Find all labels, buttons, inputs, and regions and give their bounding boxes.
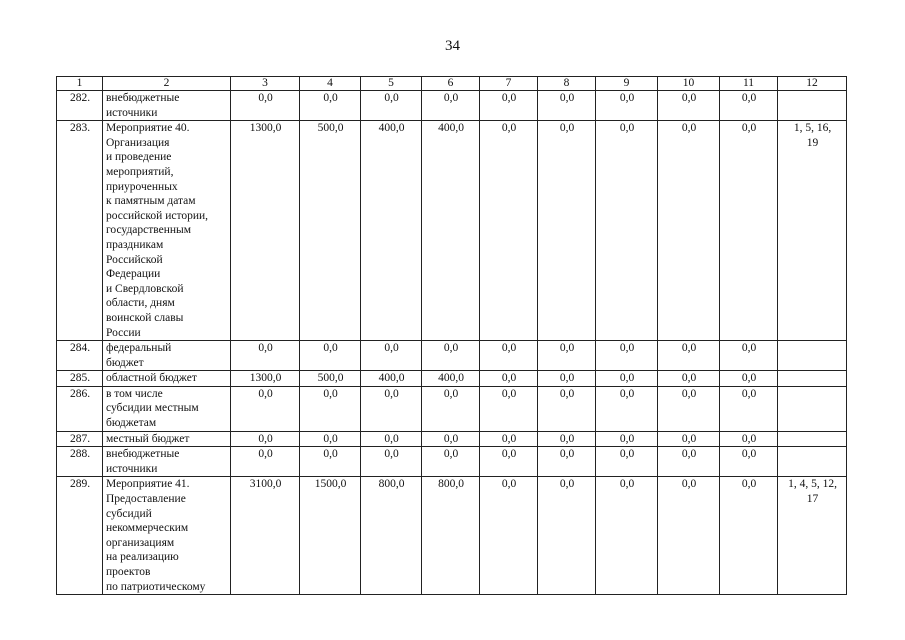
target-indicators-ref: [778, 341, 847, 371]
row-number: 282.: [57, 91, 103, 121]
value-cell: 0,0: [300, 447, 361, 477]
row-number: 283.: [57, 121, 103, 341]
value-cell: 0,0: [300, 431, 361, 447]
value-cell: 0,0: [361, 341, 422, 371]
value-cell: 800,0: [422, 477, 480, 595]
value-cell: 0,0: [480, 447, 538, 477]
column-header-3: 3: [231, 77, 300, 91]
column-header-5: 5: [361, 77, 422, 91]
table-row: [57, 386, 847, 431]
value-cell: 400,0: [422, 371, 480, 387]
value-cell: 0,0: [422, 431, 480, 447]
value-cell: 0,0: [361, 386, 422, 431]
row-number: 286.: [57, 386, 103, 431]
row-description: внебюджетные источники: [103, 91, 231, 121]
value-cell: 0,0: [538, 431, 596, 447]
table-row: [57, 447, 847, 477]
value-cell: 0,0: [720, 386, 778, 431]
row-description: Мероприятие 40. Организация и проведение мероприятий, приуроченных к памятным датам российской истории, государственным праздникам Российской Федерации и Свердловской области, дням воинской славы России: [103, 121, 231, 341]
page-number: 34: [445, 38, 460, 54]
value-cell: 0,0: [658, 121, 720, 341]
column-header-4: 4: [300, 77, 361, 91]
column-header-10: 10: [658, 77, 720, 91]
target-indicators-ref: [778, 447, 847, 477]
value-cell: 0,0: [658, 477, 720, 595]
row-number: 284.: [57, 341, 103, 371]
column-header-11: 11: [720, 77, 778, 91]
column-header-12: 12: [778, 77, 847, 91]
row-number: 285.: [57, 371, 103, 387]
value-cell: 500,0: [300, 121, 361, 341]
value-cell: 500,0: [300, 371, 361, 387]
value-cell: 400,0: [422, 121, 480, 341]
value-cell: 0,0: [422, 386, 480, 431]
target-indicators-ref: [778, 386, 847, 431]
value-cell: 0,0: [596, 386, 658, 431]
value-cell: 0,0: [720, 431, 778, 447]
table-body: [57, 77, 847, 595]
value-cell: 0,0: [422, 91, 480, 121]
target-indicators-ref: 1, 4, 5, 12, 17: [778, 477, 847, 595]
row-number: 287.: [57, 431, 103, 447]
row-description: областной бюджет: [103, 371, 231, 387]
value-cell: 0,0: [480, 341, 538, 371]
value-cell: 0,0: [231, 386, 300, 431]
value-cell: 1300,0: [231, 121, 300, 341]
table-row: [57, 341, 847, 371]
row-description: в том числе субсидии местным бюджетам: [103, 386, 231, 431]
column-header-2: 2: [103, 77, 231, 91]
table-row: [57, 371, 847, 387]
value-cell: 0,0: [658, 371, 720, 387]
table-row: [57, 121, 847, 341]
value-cell: 0,0: [231, 91, 300, 121]
value-cell: 0,0: [720, 341, 778, 371]
value-cell: 400,0: [361, 371, 422, 387]
value-cell: 0,0: [720, 121, 778, 341]
value-cell: 0,0: [538, 121, 596, 341]
value-cell: 0,0: [538, 447, 596, 477]
value-cell: 0,0: [538, 386, 596, 431]
value-cell: 0,0: [596, 91, 658, 121]
row-description: местный бюджет: [103, 431, 231, 447]
column-header-8: 8: [538, 77, 596, 91]
target-indicators-ref: [778, 431, 847, 447]
target-indicators-ref: [778, 91, 847, 121]
value-cell: 0,0: [361, 91, 422, 121]
value-cell: 0,0: [720, 371, 778, 387]
column-header-9: 9: [596, 77, 658, 91]
value-cell: 0,0: [480, 371, 538, 387]
value-cell: 0,0: [596, 371, 658, 387]
target-indicators-ref: [778, 371, 847, 387]
value-cell: 0,0: [422, 447, 480, 477]
value-cell: 0,0: [361, 431, 422, 447]
value-cell: 0,0: [231, 431, 300, 447]
value-cell: 400,0: [361, 121, 422, 341]
value-cell: 0,0: [538, 91, 596, 121]
value-cell: 0,0: [658, 431, 720, 447]
value-cell: 1500,0: [300, 477, 361, 595]
row-description: внебюджетные источники: [103, 447, 231, 477]
value-cell: 1300,0: [231, 371, 300, 387]
row-number: 288.: [57, 447, 103, 477]
value-cell: 0,0: [361, 447, 422, 477]
value-cell: 0,0: [720, 91, 778, 121]
value-cell: 0,0: [480, 121, 538, 341]
header-row: [57, 77, 847, 91]
value-cell: 3100,0: [231, 477, 300, 595]
value-cell: 0,0: [720, 477, 778, 595]
value-cell: 0,0: [300, 386, 361, 431]
value-cell: 0,0: [538, 371, 596, 387]
table-row: [57, 431, 847, 447]
value-cell: 0,0: [480, 477, 538, 595]
value-cell: 0,0: [300, 91, 361, 121]
value-cell: 0,0: [658, 386, 720, 431]
value-cell: 0,0: [422, 341, 480, 371]
row-description: Мероприятие 41. Предоставление субсидий некоммерческим организациям на реализацию проектов по патриотическому: [103, 477, 231, 595]
budget-table: [56, 76, 847, 595]
column-header-1: 1: [57, 77, 103, 91]
value-cell: 0,0: [480, 91, 538, 121]
table-row: [57, 91, 847, 121]
value-cell: 0,0: [596, 477, 658, 595]
row-number: 289.: [57, 477, 103, 595]
target-indicators-ref: 1, 5, 16, 19: [778, 121, 847, 341]
value-cell: 0,0: [596, 431, 658, 447]
value-cell: 800,0: [361, 477, 422, 595]
value-cell: 0,0: [658, 447, 720, 477]
row-description: федеральный бюджет: [103, 341, 231, 371]
value-cell: 0,0: [596, 121, 658, 341]
value-cell: 0,0: [596, 447, 658, 477]
table-row: [57, 477, 847, 595]
value-cell: 0,0: [538, 341, 596, 371]
value-cell: 0,0: [538, 477, 596, 595]
value-cell: 0,0: [231, 341, 300, 371]
value-cell: 0,0: [658, 91, 720, 121]
column-header-6: 6: [422, 77, 480, 91]
value-cell: 0,0: [480, 386, 538, 431]
value-cell: 0,0: [720, 447, 778, 477]
value-cell: 0,0: [480, 431, 538, 447]
value-cell: 0,0: [231, 447, 300, 477]
value-cell: 0,0: [658, 341, 720, 371]
value-cell: 0,0: [596, 341, 658, 371]
value-cell: 0,0: [300, 341, 361, 371]
column-header-7: 7: [480, 77, 538, 91]
